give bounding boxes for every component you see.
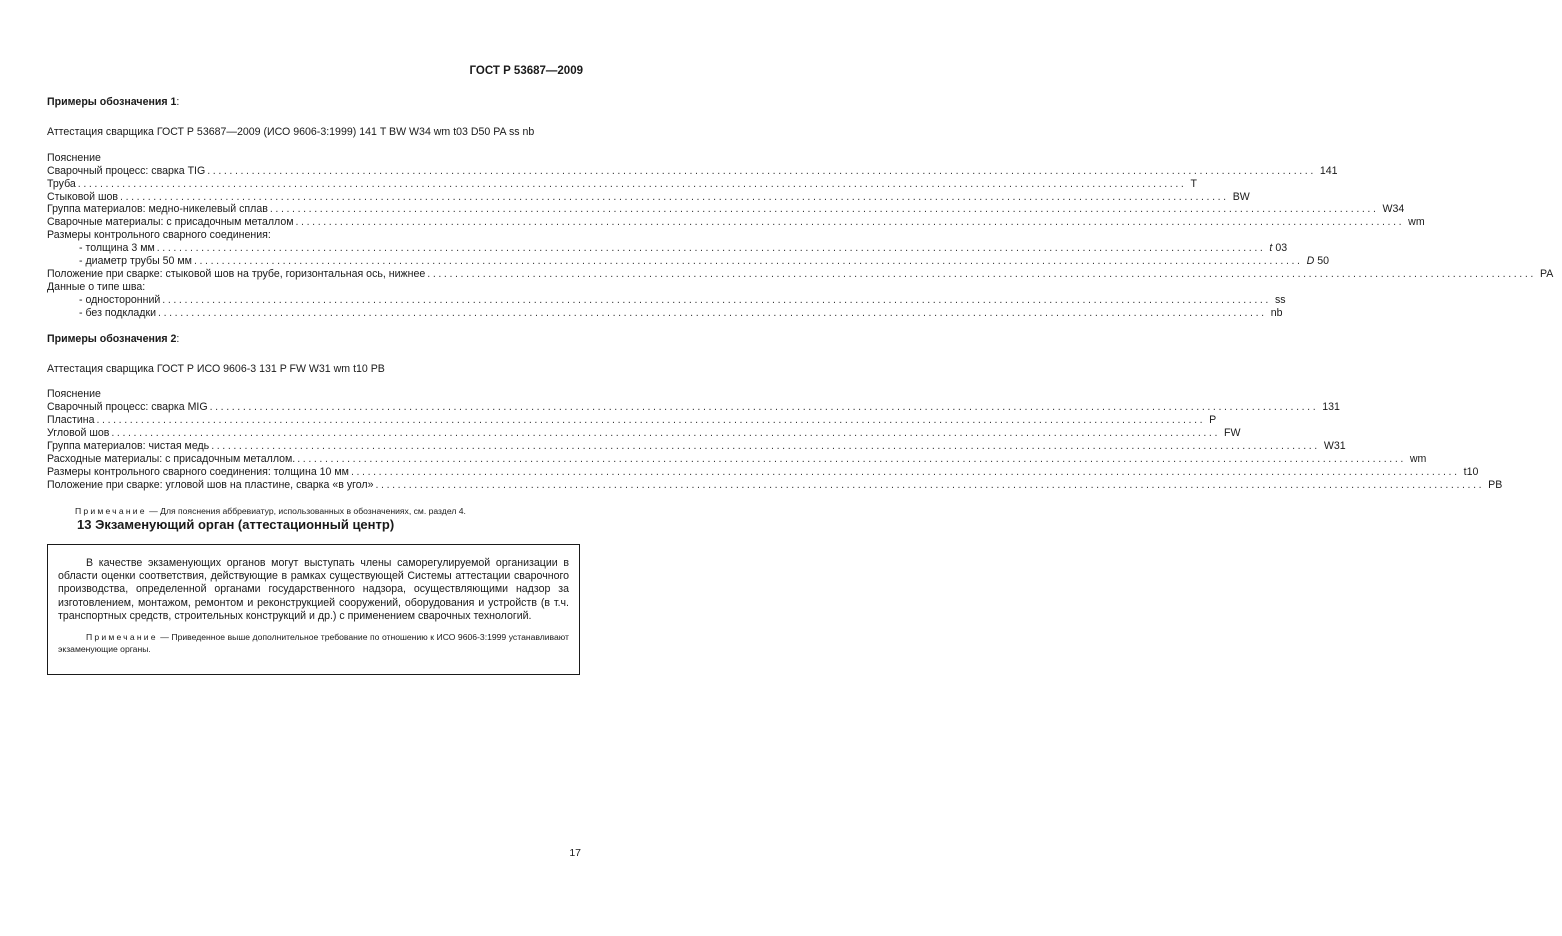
section-13-title: 13 Экзаменующий орган (аттестационный центр)	[77, 517, 395, 532]
explanation-row	[47, 267, 1554, 281]
leader-dots: ........................................................................................................................................................................................................	[193, 255, 1303, 268]
explanation-label: Сварочный процесс: сварка MIG	[47, 401, 208, 414]
explanation-code	[1320, 401, 1344, 414]
explanation-row	[47, 427, 1241, 440]
code-value: PA	[1539, 267, 1554, 280]
example-1-explanation-list	[47, 164, 1554, 320]
code-value: FW	[1224, 427, 1241, 440]
explanation-code	[1381, 203, 1405, 216]
explanation-code	[1207, 414, 1231, 427]
explanation-label: Группа материалов: медно-никелевый сплав	[47, 203, 268, 216]
code-value: nb	[1270, 306, 1283, 319]
section-13-note	[58, 631, 569, 655]
code-value: wm	[1408, 216, 1425, 229]
explanation-label: Данные о типе шва:	[47, 280, 146, 293]
code-value: P	[1209, 414, 1217, 427]
explanation-label: Сварочные материалы: с присадочным металлом	[47, 216, 294, 229]
explanation-code	[1273, 294, 1297, 307]
code-prefix: D	[1306, 255, 1315, 268]
explanation-code	[1486, 479, 1510, 492]
explanation-code	[1305, 255, 1329, 268]
example-2-explanation-list	[47, 401, 1503, 491]
note-prefix: Примечание	[75, 505, 147, 516]
section-13-note-text: — Приведенное выше дополнительное требование по отношению к ИСО 9606-3:1999 устанавливают экзаменующие органы.	[58, 632, 569, 655]
example-2-title	[47, 333, 572, 346]
explanation-label: Труба	[47, 177, 76, 190]
example-2-title-text: Примеры обозначения 2	[47, 332, 177, 345]
explanation-code	[1231, 191, 1255, 204]
leader-dots: ........................................................................................................................................................................................................	[295, 216, 1405, 229]
explanation-row	[47, 203, 1405, 216]
explanation-label: Размеры контрольного сварного соединения:	[47, 229, 271, 242]
explanation-code	[1406, 216, 1430, 229]
explanation-row	[47, 216, 1425, 229]
explanation-label: - без подкладки	[79, 306, 157, 319]
explanation-label: Угловой шов	[47, 427, 110, 440]
leader-dots: ........................................................................................................................................................................................................	[350, 465, 1460, 478]
code-value: 50	[1317, 255, 1329, 268]
added-requirement-box	[47, 544, 580, 675]
document-id: ГОСТ Р 53687—2009	[469, 65, 583, 77]
explanation-label: Размеры контрольного сварного соединения: толщина 10 мм	[47, 465, 349, 478]
leader-dots: ........................................................................................................................................................................................................	[162, 293, 1271, 306]
example-2-title-colon: :	[176, 332, 180, 345]
example-1-title	[47, 96, 572, 109]
explanation-label: Сварочный процесс: сварка TIG	[47, 164, 206, 177]
leader-dots: ........................................................................................................................................................................................................	[77, 177, 1187, 190]
explanation-label: Расходные материалы: с присадочным металлом.	[47, 452, 296, 465]
example-2-designation: Аттестация сварщика ГОСТ Р ИСО 9606-3 131 P FW W31 wm t10 PB	[47, 362, 385, 375]
code-value: BW	[1232, 190, 1250, 203]
explanation-code	[1462, 466, 1486, 479]
leader-dots: ........................................................................................................................................................................................................	[211, 440, 1320, 453]
explanation-row	[47, 401, 1340, 414]
explanation-code	[1538, 268, 1562, 281]
explanation-label: - односторонний	[79, 293, 161, 306]
explanation-row	[47, 306, 1283, 320]
code-prefix: t	[1269, 242, 1273, 255]
code-value: W34	[1382, 203, 1405, 216]
explanation-code	[1222, 427, 1246, 440]
explanation-label: Положение при сварке: угловой шов на пластине, сварка «в угол»	[47, 478, 374, 491]
section-13-paragraph: В качестве экзаменующих органов могут выступать члены саморегулируемой организации в области оценки соответствия, действующие в рамках существующей Системы аттестации сварочного производства, определенной органами государственного надзора, осуществляющими надзор за изготовлением, монтажом, ремонтом и реконструкцией сооружений, оборудования и устройств (в т.ч. транспортных средств, строительных конструкций и др.) с применением сварочных технологий.	[58, 557, 569, 622]
note-abbreviations	[47, 506, 572, 517]
code-value: 141	[1319, 164, 1338, 177]
explanation-row	[47, 440, 1346, 453]
code-value: 03	[1275, 242, 1288, 255]
code-value: T	[1190, 177, 1197, 190]
leader-dots: ........................................................................................................................................................................................................	[156, 242, 1266, 255]
explanation-row	[47, 164, 1338, 178]
note-text: — Для пояснения аббревиатур, использованных в обозначениях, см. раздел 4.	[146, 505, 466, 516]
code-value: W31	[1323, 440, 1346, 453]
explanation-row	[47, 414, 1217, 427]
example-1-title-colon: :	[176, 96, 180, 108]
explanation-code	[1269, 307, 1293, 320]
explanation-row	[47, 229, 572, 242]
explanation-label: Положение при сварке: стыковой шов на трубе, горизонтальная ось, нижнее	[47, 267, 426, 280]
explanation-row	[47, 452, 1427, 466]
explanation-row	[47, 255, 1329, 268]
leader-dots: ........................................................................................................................................................................................................	[375, 478, 1485, 491]
page-number: 17	[569, 847, 581, 859]
leader-dots: ........................................................................................................................................................................................................	[209, 401, 1319, 414]
examples-content	[47, 96, 1554, 517]
explanation-code	[1188, 178, 1212, 191]
code-value: ss	[1274, 293, 1286, 306]
explanation-label: - диаметр трубы 50 мм	[79, 255, 192, 268]
explanation-code	[1322, 440, 1346, 453]
leader-dots: ........................................................................................................................................................................................................	[427, 267, 1536, 280]
code-value: 131	[1322, 401, 1340, 414]
explanation-code	[1408, 453, 1432, 466]
section-13-note-prefix: Примечание	[86, 632, 158, 643]
leader-dots: ........................................................................................................................................................................................................	[269, 203, 1379, 216]
explanation-label: Группа материалов: чистая медь	[47, 440, 210, 453]
explanation-row	[47, 242, 1288, 255]
example-1-designation: Аттестация сварщика ГОСТ Р 53687—2009 (ИСО 9606-3:1999) 141 T BW W34 wm t03 D50 PA ss nb	[47, 125, 535, 138]
explanation-code	[1318, 165, 1342, 178]
explanation-code	[1267, 242, 1291, 255]
leader-dots: ........................................................................................................................................................................................................	[297, 452, 1406, 465]
code-value: t10	[1463, 465, 1479, 478]
explanation-row	[47, 465, 1479, 479]
code-value: PB	[1488, 478, 1503, 491]
leader-dots: ........................................................................................................................................................................................................	[96, 414, 1206, 427]
explanation-label: Стыковой шов	[47, 190, 119, 203]
example-1-title-text: Примеры обозначения 1	[47, 96, 177, 108]
explanation-row	[47, 190, 1250, 204]
example-1-explanation-heading: Пояснение	[47, 151, 101, 164]
explanation-label: Пластина	[47, 414, 95, 427]
leader-dots: ........................................................................................................................................................................................................	[207, 164, 1316, 177]
explanation-row	[47, 293, 1286, 307]
leader-dots: ........................................................................................................................................................................................................	[111, 427, 1221, 440]
explanation-row	[47, 478, 1503, 492]
example-2-explanation-heading: Пояснение	[47, 388, 101, 401]
explanation-row	[47, 177, 1197, 191]
explanation-label: - толщина 3 мм	[79, 242, 155, 255]
explanation-row	[47, 281, 572, 294]
code-value: wm	[1409, 452, 1427, 465]
leader-dots: ........................................................................................................................................................................................................	[120, 190, 1229, 203]
leader-dots: ........................................................................................................................................................................................................	[158, 306, 1267, 319]
